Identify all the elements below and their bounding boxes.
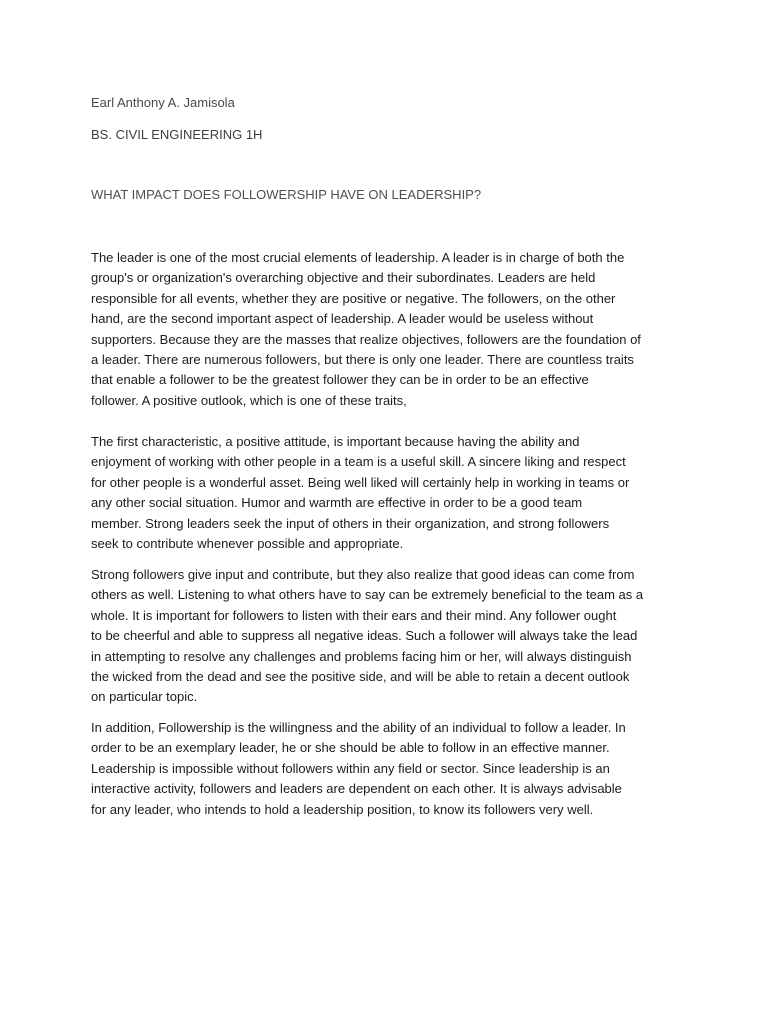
paragraph-line: that enable a follower to be the greatest follower they can be in order to be an effective: [91, 372, 589, 388]
paragraph-line: interactive activity, followers and leaders are dependent on each other. It is always advisable: [91, 781, 622, 797]
paragraph-line: for any leader, who intends to hold a leadership position, to know its followers very well.: [91, 801, 594, 817]
paragraph-line: The leader is one of the most crucial elements of leadership. A leader is in charge of both the: [91, 250, 625, 265]
paragraph-line: for other people is a wonderful asset. Being well liked will certainly help in working in teams or: [91, 474, 630, 490]
paragraph-line: Strong followers give input and contribute, but they also realize that good ideas can come from: [91, 567, 635, 582]
paragraph-line: whole. It is important for followers to listen with their ears and their mind. Any follower ought: [91, 607, 617, 623]
paragraph-line: a leader. There are numerous followers, but there is only one leader. There are countless traits: [91, 352, 634, 368]
paragraph-line: member. Strong leaders seek the input of others in their organization, and strong followers: [91, 515, 610, 531]
paragraph-line: supporters. Because they are the masses that realize objectives, followers are the foundation of: [91, 331, 641, 347]
paragraph-line: enjoyment of working with other people in a team is a useful skill. A sincere liking and respect: [91, 454, 626, 470]
paragraph-3: [91, 565, 691, 708]
paragraph-line: on particular topic.: [91, 689, 198, 705]
paragraph-line: hand, are the second important aspect of leadership. A leader would be useless without: [91, 311, 594, 327]
paragraph-line: In addition, Followership is the willingness and the ability of an individual to follow a leader. In: [91, 720, 626, 735]
paragraph-line: The first characteristic, a positive attitude, is important because having the ability and: [91, 434, 580, 449]
paragraph-1: [91, 248, 691, 411]
paragraph-4: [91, 718, 691, 820]
paragraph-line: in attempting to resolve any challenges and problems facing him or her, will always distinguish: [91, 648, 632, 664]
paragraph-line: the wicked from the dead and see the positive side, and will be able to retain a decent outlook: [91, 669, 630, 685]
course-section: BS. CIVIL ENGINEERING 1H: [91, 127, 263, 142]
paragraph-2: [91, 432, 691, 554]
paragraph-line: seek to contribute whenever possible and appropriate.: [91, 536, 404, 552]
author-name: Earl Anthony A. Jamisola: [91, 95, 235, 110]
paragraph-line: any other social situation. Humor and warmth are effective in order to be a good team: [91, 495, 583, 511]
paragraph-line: responsible for all events, whether they are positive or negative. The followers, on the other: [91, 290, 616, 306]
paragraph-line: Leadership is impossible without followers within any field or sector. Since leadership is an: [91, 760, 610, 776]
paragraph-line: to be cheerful and able to suppress all negative ideas. Such a follower will always take the lead: [91, 628, 638, 644]
paragraph-line: order to be an exemplary leader, he or she should be able to follow in an effective manner.: [91, 740, 610, 756]
paragraph-line: others as well. Listening to what others have to say can be extremely beneficial to the team as a: [91, 587, 644, 603]
paragraph-line: group's or organization's overarching objective and their subordinates. Leaders are held: [91, 270, 596, 286]
essay-question: WHAT IMPACT DOES FOLLOWERSHIP HAVE ON LEADERSHIP?: [91, 187, 482, 202]
paragraph-line: follower. A positive outlook, which is one of these traits,: [91, 392, 407, 408]
